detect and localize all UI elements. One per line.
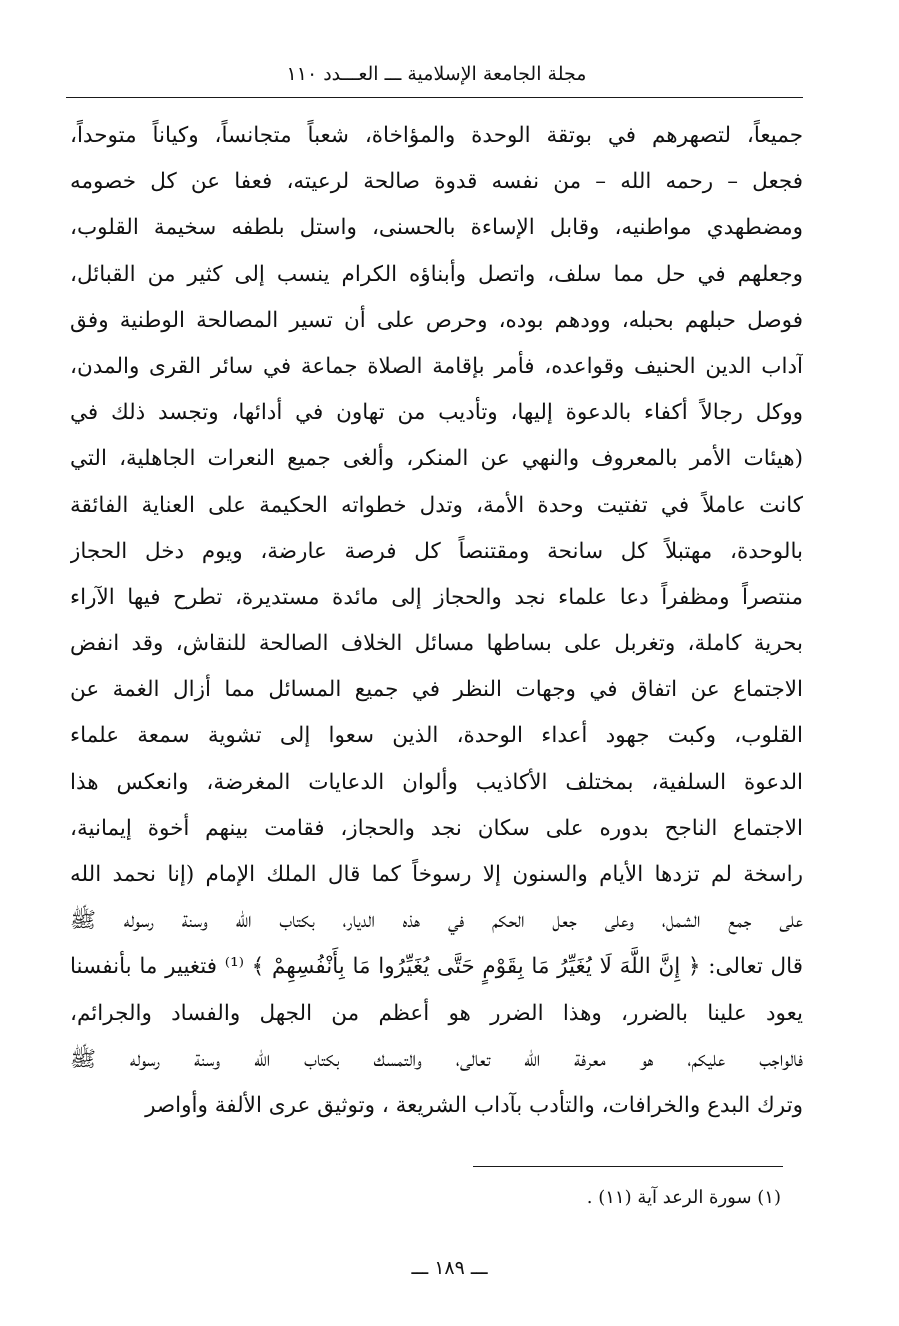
body-line: آداب الدين الحنيف وقواعده، فأمر بإقامة الصلاة جماعة في سائر القرى والمدن، [70, 353, 803, 379]
running-header: مجلة الجامعة الإسلامية ـــ العـــدد ١١٠ [286, 63, 587, 85]
body-line: القلوب، وكبت جهود أعداء الوحدة، الذين سعوا إلى تشوية سمعة علماء [70, 723, 803, 749]
body-line: كانت عاملاً في تفتيت وحدة الأمة، وتدل خطواته الحكيمة على العناية الفائقة [70, 492, 803, 518]
body-line: الدعوة السلفية، بمختلف الأكاذيب وألوان الدعايات المغرضة، وانعكس هذا [70, 769, 803, 795]
body-line: على جمع الشمل، وعلى جعل الحكم في هذه الديار، بكتاب الله وسنة رسوله ﷺ [70, 908, 803, 934]
body-line: فوصل حبلهم بحبله، وودهم بوده، وحرص على أن تسير المصالحة الوطنية وفق [70, 307, 803, 333]
body-line: الاجتماع عن اتفاق في وجهات النظر في جميع المسائل مما أزال الغمة عن [70, 677, 803, 703]
body-line: بحرية كاملة، وتغربل على بساطها مسائل الخلاف الصالحة للنقاش، وقد انفض [70, 631, 803, 657]
quran-verse-line: قال تعالى: ﴿ إِنَّ اللَّهَ لَا يُغَيِّرُ مَا بِقَوْمٍ حَتَّى يُغَيِّرُوا مَا بِأَنْفُسِهِمْ ﴾ ⁽¹⁾ فتغيير ما بأنفسنا [70, 954, 803, 980]
body-line: منتصراً ومظفراً دعا علماء نجد والحجاز إلى مائدة مستديرة، تطرح فيها الآراء [70, 584, 803, 610]
footnote: (١) سورة الرعد آية (١١) . [586, 1187, 781, 1208]
body-line: الاجتماع الناجح بدوره على سكان نجد والحجاز، فقامت بينهم أخوة إيمانية، [70, 815, 803, 841]
body-line: بالوحدة، مهتبلاً كل سانحة ومقتنصاً كل فرصة عارضة، ويوم دخل الحجاز [70, 538, 803, 564]
body-line: جميعاً، لتصهرهم في بوتقة الوحدة والمؤاخاة، شعباً متجانساً، وكياناً متوحداً، [70, 123, 803, 148]
body-line: راسخة لم تزدها الأيام والسنون إلا رسوخاً كما قال الملك الإمام (إنا نحمد الله [70, 862, 803, 887]
body-text [70, 113, 803, 1129]
body-line: فجعل – رحمه الله – من نفسه قدوة صالحة لرعيته، فعفا عن كل خصومه [70, 169, 803, 195]
page-number: ـــ ١٨٩ ـــ [411, 1257, 488, 1279]
body-line: يعود علينا بالضرر، وهذا الضرر هو أعظم من الجهل والفساد والجرائم، [70, 1000, 803, 1026]
body-line: وجعلهم في حل مما سلف، واتصل وأبناؤه الكرام ينسب إلى كثير من القبائل، [70, 261, 803, 287]
body-line: وترك البدع والخرافات، والتأدب بآداب الشريعة ، وتوثيق عرى الألفة وأواصر [145, 1092, 803, 1118]
body-line: ومضطهدي مواطنيه، وقابل الإساءة بالحسنى، واستل بلطفه سخيمة القلوب، [70, 215, 803, 241]
body-line: ووكل رجالاً أكفاء بالدعوة إليها، وتأديب من تهاون في أدائها، وتجسد ذلك في [70, 400, 803, 426]
body-line: فالواجب عليكم، هو معرفة الله تعالى، والتمسك بكتاب الله وسنة رسوله ﷺ [70, 1046, 803, 1072]
body-line: (هيئات الأمر بالمعروف والنهي عن المنكر، وألغى جميع النعرات الجاهلية، التي [70, 446, 803, 472]
footnote-rule [473, 1166, 783, 1167]
header-rule [66, 97, 803, 98]
